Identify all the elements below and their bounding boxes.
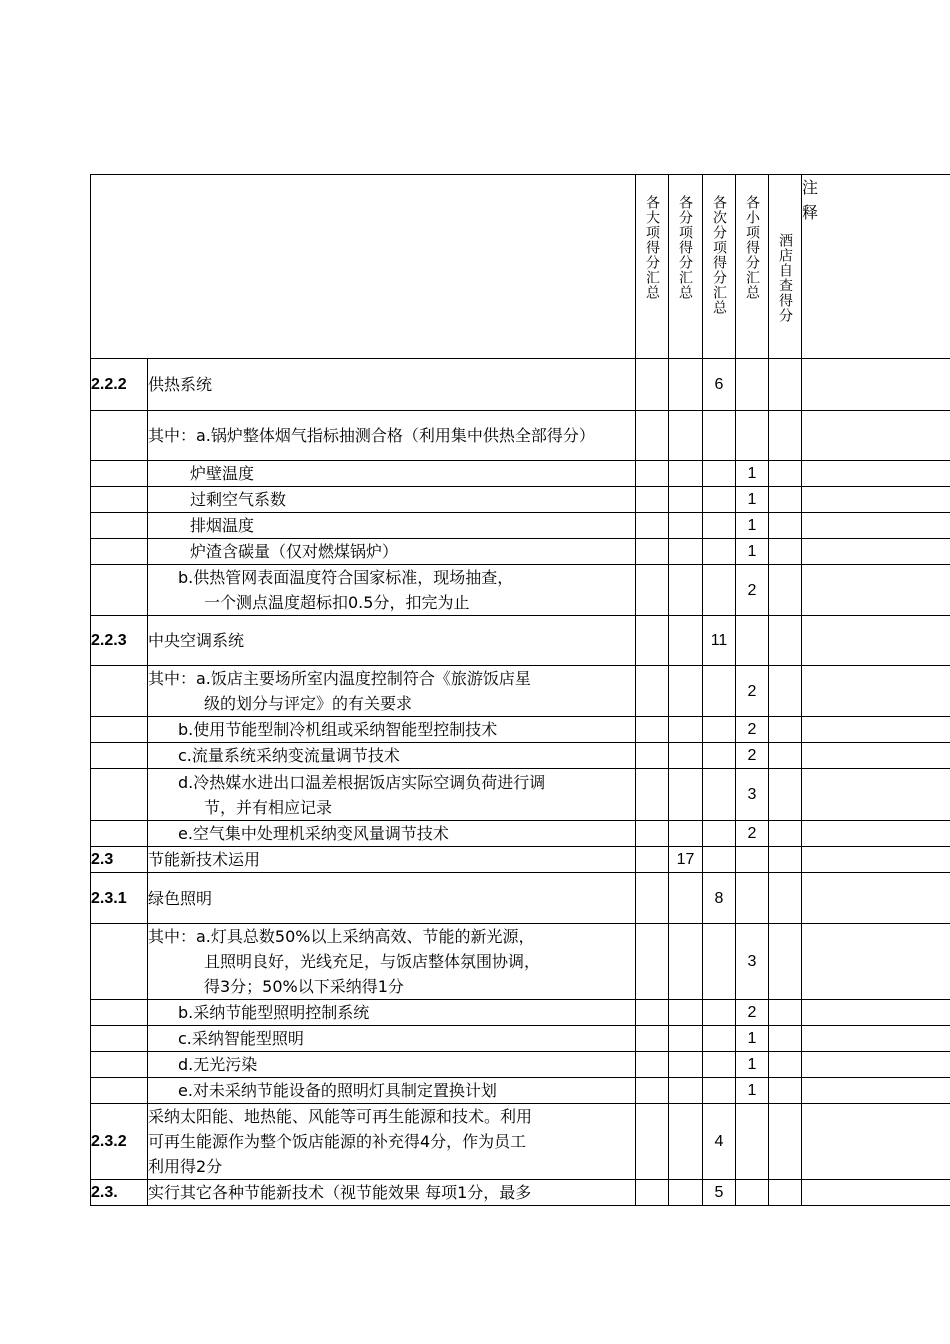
table-row: b.采纳节能型照明控制系统 2 <box>91 1000 950 1026</box>
col-header-self: 酒店自查得分 <box>769 175 802 359</box>
table-row: c.流量系统采纳变流量调节技术 2 <box>91 743 950 769</box>
table-row: 排烟温度 1 <box>91 513 950 539</box>
table-row: e.对未采纳节能设备的照明灯具制定置换计划 1 <box>91 1078 950 1104</box>
scoring-table <box>90 174 950 1206</box>
table-row: 2.3.1 绿色照明 8 <box>91 873 950 924</box>
table-row: 炉渣含碳量（仅对燃煤锅炉） 1 <box>91 539 950 565</box>
header-row <box>91 175 950 359</box>
table-row: 2.3. 实行其它各种节能新技术（视节能效果 每项1分，最多 5 <box>91 1180 950 1206</box>
table-row: 其中：a.饭店主要场所室内温度控制符合《旅游饭店星 级的划分与评定》的有关要求 2 <box>91 666 950 717</box>
table-row: c.采纳智能型照明 1 <box>91 1026 950 1052</box>
table-row: 其中：a.锅炉整体烟气指标抽测合格（利用集中供热全部得分） <box>91 411 950 461</box>
table-row: b.供热管网表面温度符合国家标准，现场抽查， 一个测点温度超标扣0.5分，扣完为止 2 <box>91 565 950 616</box>
header-blank <box>91 175 636 359</box>
table-row: 2.3 节能新技术运用 17 <box>91 847 950 873</box>
table-row: d.无光污染 1 <box>91 1052 950 1078</box>
col-header-big: 各大项得分汇总 <box>636 175 669 359</box>
table-row: 2.2.2 供热系统 6 <box>91 359 950 411</box>
table-row: b.使用节能型制冷机组或采纳智能型控制技术 2 <box>91 717 950 743</box>
col-header-small: 各小项得分汇总 <box>736 175 769 359</box>
col-header-sub: 各分项得分汇总 <box>669 175 703 359</box>
table-row: d.冷热媒水进出口温差根据饭店实际空调负荷进行调 节，并有相应记录 3 <box>91 769 950 821</box>
table-row: 炉壁温度 1 <box>91 461 950 487</box>
table-row: e.空气集中处理机采纳变风量调节技术 2 <box>91 821 950 847</box>
table-row: 其中：a.灯具总数50%以上采纳高效、节能的新光源， 且照明良好，光线充足，与饭店整体氛围协调， 得3分；50%以下采纳得1分 3 <box>91 924 950 1000</box>
col-header-note: 注释 <box>802 175 950 359</box>
table-row: 2.3.2 采纳太阳能、地热能、风能等可再生能源和技术。利用 可再生能源作为整个饭店能源的补充得4分，作为员工 利用得2分 4 <box>91 1104 950 1180</box>
table-row: 2.2.3 中央空调系统 11 <box>91 616 950 666</box>
col-header-sec: 各次分项得分汇总 <box>703 175 736 359</box>
table-row: 过剩空气系数 1 <box>91 487 950 513</box>
